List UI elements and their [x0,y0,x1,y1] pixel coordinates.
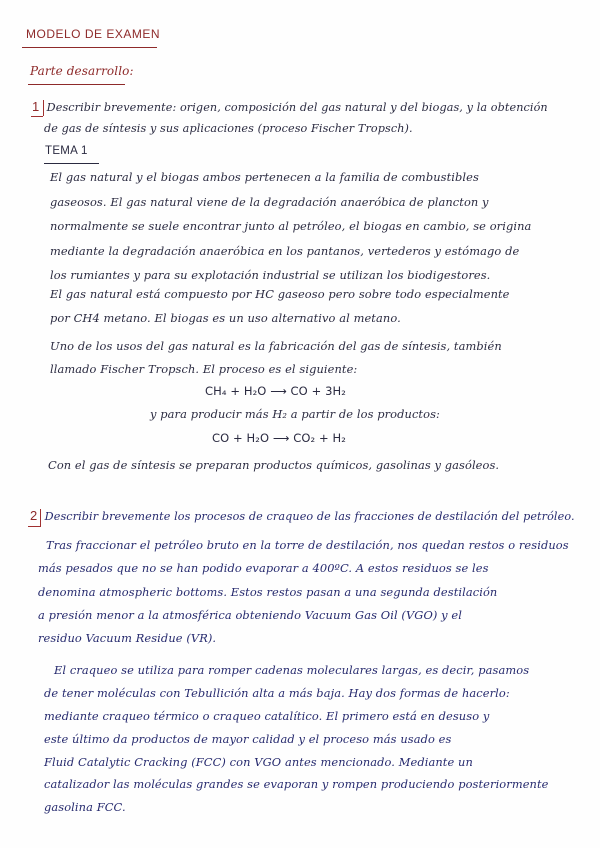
topic-underline [44,163,99,164]
q1-answer-line-3: normalmente se suele encontrar junto al petróleo, el biogas en cambio, se origina [50,219,532,233]
question-1-prompt-text-1: Describir brevemente: origen, composición del gas natural y del biogas, y la obtención [46,101,548,114]
q1-answer-line-8: Uno de los usos del gas natural es la fabricación del gas de síntesis, también [50,339,502,353]
question-2-number-underline [28,526,40,527]
question-2-prompt-line [30,508,575,523]
q1-answer-line-5: los rumiantes y para su explotación industrial se utilizan los biodigestores. [50,268,491,282]
equation-intro: y para producir más H₂ a partir de los productos: [150,407,440,421]
q2-p2-line-3: mediante craqueo térmico o craqueo catalítico. El primero está en desuso y [44,709,490,723]
section-subtitle: Parte desarrollo: [30,64,134,78]
question-1-number: 1 [32,99,40,114]
q1-answer-line-7: por CH4 metano. El biogas es un uso alternativo al metano. [50,311,401,325]
q2-p2-line-6: catalizador las moléculas grandes se evaporan y rompen produciendo posteriormente [44,777,549,791]
question-2-number-bracket [40,509,41,527]
q2-p1-line-3: denomina atmospheric bottoms. Estos restos pasan a una segunda destilación [38,585,498,599]
title-underline [22,47,157,48]
q2-p1-line-2: más pesados que no se han podido evaporar a 400ºC. A estos residuos se les [38,561,489,575]
reaction-equation-1: CH₄ + H₂O ⟶ CO + 3H₂ [205,384,346,398]
page-title: MODELO DE EXAMEN [26,27,161,41]
q1-closing-line: Con el gas de síntesis se preparan productos químicos, gasolinas y gasóleos. [48,458,500,472]
question-1-prompt-line-2: de gas de síntesis y sus aplicaciones (proceso Fischer Tropsch). [44,122,413,135]
q1-answer-line-1: El gas natural y el biogas ambos pertenecen a la familia de combustibles [50,170,479,184]
question-1-number-bracket [43,100,44,116]
q2-p2-line-4: este último da productos de mayor calidad y el proceso más usado es [44,732,452,746]
q2-p2-line-7: gasolina FCC. [44,800,126,814]
q2-p1-line-4: a presión menor a la atmosférica obteniendo Vacuum Gas Oil (VGO) y el [38,608,463,622]
q1-answer-line-4: mediante la degradación anaeróbica en los pantanos, vertederos y estómago de [50,244,520,258]
q2-p1-line-5: residuo Vacuum Residue (VR). [38,631,217,645]
q2-p2-line-2: de tener moléculas con Tebullición alta a más baja. Hay dos formas de hacerlo: [44,686,510,700]
question-1-number-underline [31,116,43,117]
q2-p2-line-5: Fluid Catalytic Cracking (FCC) con VGO antes mencionado. Mediante un [44,755,473,769]
topic-label: TEMA 1 [45,145,88,157]
q1-answer-line-9: llamado Fischer Tropsch. El proceso es el siguiente: [50,362,358,376]
reaction-equation-2: CO + H₂O ⟶ CO₂ + H₂ [212,431,346,445]
q2-p1-line-1: Tras fraccionar el petróleo bruto en la torre de destilación, nos quedan restos o residuos [46,538,569,552]
q1-answer-line-2: gaseosos. El gas natural viene de la degradación anaeróbica de plancton y [50,195,489,209]
question-1-prompt-line-1 [32,99,548,114]
q2-p2-line-1: El craqueo se utiliza para romper cadenas moleculares largas, es decir, pasamos [54,663,530,677]
subtitle-underline [28,84,125,85]
question-2-prompt-text: Describir brevemente los procesos de craqueo de las fracciones de destilación del petróleo. [44,510,575,523]
question-2-number: 2 [30,508,38,523]
q1-answer-line-6: El gas natural está compuesto por HC gaseoso pero sobre todo especialmente [50,287,510,301]
